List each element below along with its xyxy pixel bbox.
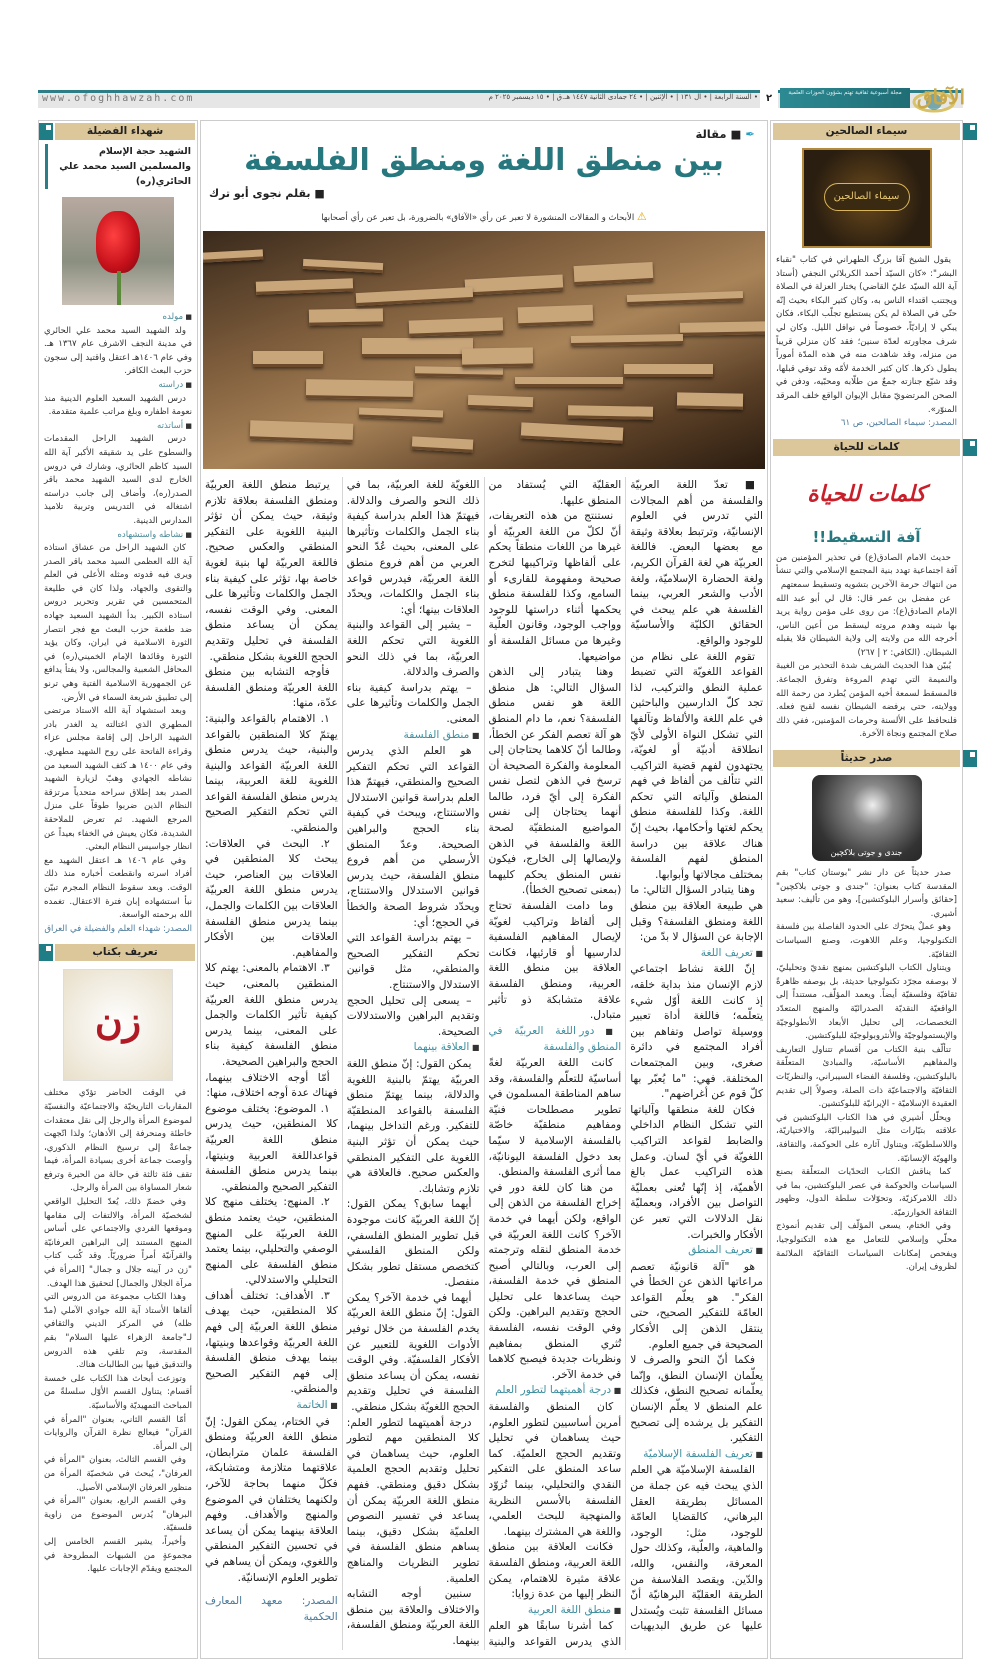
warning-icon: ⚠ xyxy=(636,210,647,223)
paragraph: فأوجه التشابه بين منطق اللغة العربيّة ومنطق الفلسفة عدّة، منها: xyxy=(205,665,338,710)
book-shape xyxy=(571,334,683,346)
section-header-martyrs: شهداء الفضيلة xyxy=(55,123,195,140)
paragraph: وما دامت الفلسفة تحتاج إلى ألفاظ وتراكيب لغويّة لإيصال المفاهيم الفلسفية لدارسيها أو قارئيها، فكانت العلاقة بين منطق اللغة العربية، ومنطق الفلسفة علاقة متشابكة ذو تأثير متبادل. xyxy=(488,899,622,1022)
section-subheading: ■ الخاتمة xyxy=(205,1397,338,1414)
book-shape xyxy=(409,317,504,336)
paragraph: هو العلم الذي يدرس القواعد التي تحكم التفكير الصحيح والمنطقي، فيهتمّ هذا العلم بدراسة قوانين الاستدلال والاستنتاج، ويبحث في كيفية بناء الحجج والبراهين الصحيحة. وعدّ المنطق الأرسطي من أهم فروع منطق الفلسفة، حيث يدرس قوانين الاستدلال والاستنتاج، ويحدّد شروط الصحة والخطأ في الحجج؛ أي: xyxy=(346,744,480,929)
paragraph: وأخيراً، يشير القسم الخامس إلى مجموعةٍ من الشبهات المطروحة في المجتمع ويقدّم الإجابات عليها. xyxy=(44,1536,192,1575)
new-book-cover-title: جندی و جوتی بلاکچین xyxy=(830,848,903,858)
book-shape xyxy=(412,436,474,452)
book-shape xyxy=(518,305,594,327)
right-sidebar xyxy=(770,120,963,1659)
section-subheading: ■ دراسته xyxy=(44,379,192,393)
paragraph: فكما أنّ النحو والصرف لا يعلّمان الإنسان النطق، وإنّما يعلّمانه تصحيح النطق، فكذلك علم المنطق لا يعلّم الإنسان التفكير بل يرشده إلى تصحيح التفكير. xyxy=(630,1353,763,1445)
paragraph: يقول الشيخ آقا بزرگ الطهراني في كتاب "نقباء البشر": «كان السيّد أحمد الكربلائي النجفي (أستاذ آية الله السيّد عليّ القاضي) يختار العزلة في الصلاة ويجتنب اقتداء الناس به، وكان كثير البكاء بحيث إنّه حتّى في الصلاة لم يكن يستطيع تجلّب البكاء، فكان يبكي لا إراديّاً، خصوصاً في نوافل الليل. وكان لي شرف مجاورته لعدّة سنين؛ فقد كان منزلي قريباً من منزله، وقد شاهدت منه في هذه المدّة أموراً يطول ذكرها. كان كثير الخدمة لأمّه وقد توفي قبلها، وقد شيّع جنازته جمعٌ من طلّابه ومحبّيه، ودفن في الصحن المرتضويّ مقابل الإيوان الواقع خلف المرقد المنوّر». xyxy=(776,255,957,415)
paragraph: هو "آلة قانونيّة تعصم مراعاتها الذهن عن الخطأ في الفكر". هو يعلّم القواعد العامّة للتفكير الصحيح، حتى ينتقل الذهن إلى الأفكار الصحيحة في جميع العلوم. xyxy=(630,1259,763,1351)
section-subheading: ■ أساتذته xyxy=(44,420,192,434)
book-shape xyxy=(521,422,624,443)
book-shape xyxy=(568,405,653,419)
book-shape xyxy=(359,408,443,421)
paragraph: أيهما سابق؟ يمكن القول: إنّ اللغة العربيّة كانت موجودة قبل تطوير المنطق الفلسفي، ولكن المنطق الفلسفي كتخصص مستقل تطور بشكل منفصل. xyxy=(346,1197,480,1289)
paragraph: ٢. المنهج: يختلف منهج كلا المنطقين، حيث يعتمد منطق اللغة العربيّة على المنهج الوصفي والتحليلي، بينما يعتمد منطق الفلسفة على المنهج التحليلي والاستدلالي. xyxy=(205,1195,338,1287)
book-shape xyxy=(627,291,743,305)
section-subheading: ■ تعريف المنطق xyxy=(630,1242,763,1259)
section-marker-icon xyxy=(963,123,977,140)
quill-icon: ✒ xyxy=(745,127,755,141)
book-shape xyxy=(250,420,354,443)
paragraph: وهنا يتبادر إلى الذهن السؤال التالي: هل منطق اللغة هو نفس منطق الفلسفة؟ نعم، ما دام المنطق هو آلة تعصم الفكر عن الخطأ، وطالما أنّ كلاهما يحتاجان إلى المعلومة والفكرة الصحيحة أن ترسخ في الذهن لتصل نفس الفكرة إلى أيّ فرد، طالما أنهما يحتاجان إلى نفس المواضيع المنطقيّة لصحة اللغة والفلسفة في الذهن ولإيصالها إلى الخارج، فيكون نفس المنطق يحكم كليهما (بمعنى تصحيح الخطأ). xyxy=(488,665,622,897)
martyr-name: الشهيد حجة الإسلام والمسلمين السيد محمد علي الحائري(ره) xyxy=(45,144,191,189)
article-body xyxy=(205,477,763,1650)
paragraph: ١. الموضوع: يختلف موضوع كلا المنطقين، حيث يدرس منطق اللغة العربيّة قواعداللغة العربية وبنيتها، بينما يدرس منطق الفلسفة التفكير الصحيح والمنطقي. xyxy=(205,1101,338,1193)
paragraph: وفي القسم الثالث، بعنوان "المرأة في العرفان"، يُبحث في شخصيّة المرأة من منظور العرفان الإسلامي الأصيل. xyxy=(44,1455,192,1493)
paragraph: عن مفضل بن عمر قال: قال لي أبو عبد الله الإمام الصادق(ع): من روى على مؤمن رواية يريد بها شينه وهدم مروته ليسقط من أعين الناس، أخرجه الله من ولايته إلى ولاية الشيطان فلا يقبله الشيطان. (الكافي: ٢ | ٢٦٧) xyxy=(776,593,957,658)
paragraph: درجة أهميتهما لتطور العلم: كلا المنطقين مهم لتطور العلوم، حيث يساهمان في تحليل وتقديم الحجج العلمية بشكل دقيق ومنطقي. ففهم منطق اللغة العربيّة يمكن أن يساعد في تفسير النصوص العلميّة بشكل دقيق، بينما يساهم منطق الفلسفة في تطوير النظريات والمناهج العلمية. xyxy=(346,1415,480,1585)
book-shape xyxy=(253,351,323,367)
section-subheading: ■ دور اللغة العربيّة في المنطق والفلسفة xyxy=(489,1023,622,1055)
article-image-books xyxy=(203,231,765,469)
book-shape xyxy=(574,262,654,285)
book-shape xyxy=(677,392,743,409)
words-title: آفة التسقيط!! xyxy=(812,527,921,546)
section-header-simaa: سيماء الصالحين xyxy=(773,123,960,140)
paragraph: كانت اللغة العربيّة لغةً أساسيّة للتعلّم والفلسفة، وقد ساهم المناطقة المسلمون في تطوير مصطلحات فنيّة ومفاهيم منطقيّة خاصّة بالفلسفة الإسلامية لا سيّما بعد دخول الفلسفة اليونانيّة، مما أثرى الفلسفة والمنطق. xyxy=(488,1055,622,1179)
paragraph: ١. الاهتمام بالقواعد والبنية: يهتمّ كلا المنطقين بالقواعد والبنية، حيث يدرس منطق اللغة العربيّة القواعد والبنية اللغوية للغة العربية، بينما يدرس منطق الفلسفة القواعد التي تحكم التفكير الصحيح والمنطقي. xyxy=(205,711,338,835)
book-shape xyxy=(203,249,263,262)
paragraph: ٣. الاهتمام بالمعنى: يهتم كلا المنطقين بالمعنى، حيث يدرس منطق اللغة العربيّة كيفية تأثير الكلمات والجمل على المعنى، بينما يدرس منطق الفلسفة كيفية بناء الحجج والبراهين الصحيحة. xyxy=(205,961,338,1068)
afaq-logo xyxy=(912,68,970,118)
section-marker-icon xyxy=(963,750,977,767)
section-subheading: ■ منطق الفلسفة xyxy=(347,727,480,744)
paragraph: درس الشهيد السعيد العلوم الدينية منذ نعومة اظفاره وبلغ مراتب علمية متقدمة. xyxy=(44,393,192,418)
paragraph: وفي القسم الرابع، بعنوان "المرأة في البرهان" يُدرس الموضوع من زاوية فلسفيّة. xyxy=(44,1496,192,1534)
book-shape xyxy=(468,395,533,410)
tulip-image xyxy=(62,197,174,305)
source-credit: المصدر: شهداء العلم والفضيلة في العراق xyxy=(44,923,192,934)
words-text xyxy=(776,552,957,742)
paragraph: ■ تعدّ اللغة العربيّة والفلسفة من أهم المجالات التي تدرس في العلوم الإنسانيّة، وترتبط بعلاقة وثيقة مع بعضها البعض. فاللغة العربيّة هي لغة القرآن الكريم، ولغة الحضارة الإسلاميّة، ولغة الأدب والشعر العربي، بينما الفلسفة هي علم يبحث في الحقائق الكليّة والأساسيّة للوجود والواقع. xyxy=(630,478,763,647)
book-review-text xyxy=(44,1087,192,1576)
section-header-words: كلمات للحياة xyxy=(773,439,960,456)
paragraph: ويتناول الكتاب البلوكتشين بمنهج نقديّ وتحليليّ، لا بوصفه مجرّد تكنولوجيا حديثة، بل بوصفه ظاهرةً ثقافيّة وفلسفيّة أيضاً. ويعمد المؤلّف، مستنداً إلى الواقعيّة النقديّة الصدرائيّة والمنهج المتعدّد التخصصات، إلى تحليل الأبعاد الأنطولوجيّة والإبستمولوجيّة والأنثروبولوجيّة للبلوكتشين. xyxy=(776,963,957,1042)
paragraph: أمّا أوجه الاختلاف بينهما، فهناك عدة أوجه اختلاف، منها: xyxy=(205,1070,338,1100)
book-shape xyxy=(256,278,353,294)
paragraph: – يهتم بدراسة القواعد التي تحكم التفكير الصحيح والمنطقي، مثل قوانين الاستدلال والاستنتاج. xyxy=(346,931,480,991)
section-subheading: ■ درجة أهميتهما لتطور العلم xyxy=(489,1382,622,1399)
book-shape xyxy=(465,274,564,295)
paragraph: درس الشهيد الراحل المقدمات والسطوح على يد شقيقه الأكبر آية الله السيد كاظم الحائري، وشارك في دروس الخارج لدى السيد الشهيد محمد باقر الصدر(ره)، وأضاف إلى جانب دراسته اشتغاله في التدريس وتربية تلاميذ المدارس الدينية. xyxy=(44,434,192,526)
paragraph: ولد الشهيد السيد محمد علي الحائري في مدينة النجف الاشرف عام ١٣٦٧ هـ. وفي عام ١٤٠٦هـ اعتقل واقتيد إلى سجون حزب البعث الكافر. xyxy=(44,325,193,377)
book-cover-image xyxy=(63,969,173,1081)
book-shape xyxy=(362,338,473,357)
book-shape xyxy=(415,366,503,378)
section-marker-icon xyxy=(39,123,53,140)
new-release-text xyxy=(776,867,957,1275)
tulip-flower xyxy=(96,211,140,273)
article-category: ✒ ■ مقالة xyxy=(695,127,755,141)
paragraph: وتوزعت أبحاث هذا الكتاب على خمسة أقسام: يتناول القسم الأوّل سلسلةً من المباحث التمهيديّة والأساسيّة. xyxy=(44,1373,192,1411)
paragraph: نستنتج من هذه التعريفات، أنّ لكلّ من اللغة العربيّة أو غيرها من اللغات منطقاً يحكم على ألفاظها وتراكيبها لتخرج صحيحة ومفهومة للقارىء أو السامع، وكذا للفلسفة منطق يحكمها أثناء دراستها للوجود وواجب الوجود، وقانون العلّية وغيرها من مسائل الفلسفة أو مواضيعها. xyxy=(488,509,622,663)
section-subheading: ■ تعريف الفلسفة الإسلاميّة xyxy=(630,1446,763,1463)
book-shape xyxy=(309,308,383,325)
logo-text: الآفاق xyxy=(916,85,966,109)
paragraph: كما أشرنا سابقًا هو العلم الذي يدرس القواعد والبنية اللغويّة للغة العربيّة، بما في ذلك النحو والصرف والدلالة. فيهتمّ هذا العلم بدراسة كيفية بناء الجمل والكلمات وتأثيرها على المعنى، بحيث عُدّ النحو العربي من أهم فروع منطق اللغة العربيّة، فيدرس قواعد بناء الجمل والكلمات، ويحدّد العلاقات بينها؛ أي: xyxy=(346,478,622,1648)
paragraph: أمّا القسم الثاني، بعنوان "المرأة في القرآن" فيعالج نظرة القرآن والروايات إلى المرأة. xyxy=(44,1414,192,1452)
paragraph: – يسعى إلى تحليل الحجج وتقديم البراهين والاستدلالات الصحيحة. xyxy=(346,993,480,1038)
martyr-bio xyxy=(44,311,192,936)
section-header-new-release: صدر حديثاً xyxy=(773,750,960,767)
book-shape xyxy=(462,347,533,367)
paragraph: وهنا يتبادر السؤال التالي: ما هي طبيعة العلاقة بين منطق اللغة ومنطق الفلسفة؟ وقبل الإجابة عن السؤال لا بدّ من: xyxy=(630,883,763,944)
section-marker-icon xyxy=(963,439,977,456)
main-article xyxy=(200,120,768,1659)
simaa-cover-image xyxy=(802,148,932,248)
section-subheading: ■ نشاطه واستشهاده xyxy=(44,529,192,543)
source-credit: المصدر: سيماء الصالحين، ص ٦١ xyxy=(840,418,957,429)
paragraph: يرتبط منطق اللغة العربيّة ومنطق الفلسفة بعلاقة تلازم وثيقة، حيث يمكن أن تؤثر البنية اللغوية على التفكير المنطقي والعكس صحيح. فاللغة العربيّة لها بنية لغوية خاصة بها، تؤثر على كيفية بناء الجمل والكلمات وتأثيرها على المعنى. وفي الوقت نفسه، يمكن أن يساعد منطق الفلسفة في تحليل وتقديم الحجج اللغوية بشكل منطقي. xyxy=(205,478,338,663)
paragraph: وهو عملٌ يتحرّك على الحدود الفاصلة بين فلسفة التكنولوجيا، وعلم اللاهوت، وصنع السياسات الثقافيّة. xyxy=(776,922,957,960)
section-header-book: تعريف بكتاب xyxy=(55,944,195,961)
section-subheading: ■ مولده xyxy=(44,311,192,325)
article-title: بين منطق اللغة ومنطق الفلسفة xyxy=(244,143,724,178)
paragraph: أيهما في خدمة الآخر؟ يمكن القول: إنّ منطق اللغة العربيّة يخدم الفلسفة من خلال توفير الأدوات اللغوية للتعبير عن الأفكار الفلسفيّة. وفي الوقت نفسه، يمكن أن يساعد منطق الفلسفة في تحليل وتقديم الحجج اللغويّة بشكل منطقي. xyxy=(346,1290,480,1414)
new-book-cover xyxy=(812,775,922,861)
tagline: مجلة أسبوعية ثقافية تهتم بشؤون الحوزات العلمية xyxy=(780,88,910,108)
issue-info: • السنة الرابعة | • ال ١٣١ | • الإثنين | • ٢٤ جمادى الثانية ١٤٤٧ هـ.ق | • ١٥ ديسمبر ٢٠٢٥ م xyxy=(488,93,758,101)
book-shape xyxy=(624,364,713,377)
left-sidebar xyxy=(38,120,198,1659)
book-cover-title: زن xyxy=(94,998,142,1044)
disclaimer-text: الأبحاث و المقالات المنشورة لا تعبر عن رأي «الآفاق» بالضرورة، بل تعبر عن رأي أصحابها xyxy=(321,213,635,223)
section-subheading: ■ منطق اللغة العربية xyxy=(489,1602,622,1619)
paragraph: حديث الامام الصادق(ع) في تحذير المؤمنين من آفة اجتماعية تهدد بنية المجتمع الإسلامي والتي تنشأ من انتهاك حرمة الآخرين بتشويه وتسقيط سمعتهم xyxy=(776,552,957,590)
paragraph: سنبين أوجه التشابه والاختلاف والعلاقة بين منطق اللغة العربيّة ومنطق الفلسفة، بينهما. xyxy=(346,1587,480,1647)
paragraph: كما يناقش الكتاب التحدّيات المتعلّقة بصنع السياسات والحوكمة في عصر البلوكتشين، بما في ذلك اللامركزيّة، وتحوّلات سلطة الدول، وظهور الثقافة الخوارزميّة. xyxy=(776,1167,957,1218)
website-url[interactable]: www.ofoghhawzah.com xyxy=(42,93,195,104)
section-subheading: ■ تعريف اللغة xyxy=(630,945,763,962)
paragraph: وهذا الكتاب مجموعة من الدروس التي ألقاها الأستاذ آية الله جوادي الآملي (مدّ ظله) في المركز الديني والثقافي لـ"جامعة الزهراء عليها السلام" بقم المقدسة، وتم تلقي هذه الدروس والتدقيق فيها بين الطالبات هناك. xyxy=(44,1292,192,1371)
words-calligraphy-logo: كلمات للحياة xyxy=(807,480,926,507)
disclaimer xyxy=(201,210,767,223)
tulip-stem xyxy=(117,271,121,305)
paragraph: ٣. الأهداف: تختلف أهداف كلا المنطقين، حيث يهدف منطق اللغة العربيّة إلى فهم اللغة العربيّة وقواعدها وبنيتها، بينما يهدف منطق الفلسفة إلى فهم التفكير الصحيح والمنطقي. xyxy=(205,1288,338,1396)
paragraph: ٢. البحث في العلاقات: يبحث كلا المنطقين في العلاقات بين العناصر، حيث يدرس منطق اللغة العربيّة العلاقات بين الكلمات والجمل، بينما يدرس منطق الفلسفة العلاقات بين الأفكار والمفاهيم. xyxy=(205,836,338,959)
paragraph: صدر حديثاً عن دار نشر "بوستان كتاب" بقم المقدسة كتاب بعنوان: "جندی و جوتی بلاکچین" [حقائق وأسرار البلوكتشين]، وهو من تأليف: سعيد أشيري. xyxy=(776,868,957,919)
paragraph: وفي خضمّ ذلك، يُعدّ التحليل الواقعي لشخصيّة المرأة، والالتفات إلى مقامها وموقعها الفردي والاجتماعي على أساس المنهج المستند إلى البراهين العرفانيّة والقرآنيّة أمراً ضروريّاً. وقد كُتب كتاب "زن در آيينه جلال و جمال" [المرأة في مرآة الجلال والجمال] لتحقيق هذا الهدف. xyxy=(44,1197,192,1289)
paragraph: كان المنطق والفلسفة أمرين أساسيين لتطور العلوم، حيث يساهمان في تحليل وتقديم الحجج العلميّة. كما ساعد المنطق على التفكير النقدي والتحليلي، بينما تُزوّد الفلسفة بالأسس النظرية والمنهجية للبحث العلمي، واللغة هي المشترك بينهما. xyxy=(488,1400,622,1538)
paragraph: الفلسفة الإسلاميّة هي العلم الذي يبحث فيه عن جملة من المسائل بطريقة العقل البرهاني، كالقضايا العامّة للوجود، مثل: الوجود، والماهية، والعلّية، وكذلك حول المعرفة، والنفس، والله، والدّين. ويقصد الفلاسفة من الطريقة العقليّة البرهانيّة أنّ مسائل الفلسفة تثبت ويُستدل عليها عن طريق البديهيات العقليّة التي يُستفاد من المنطق عليها. xyxy=(488,478,763,1633)
book-shape xyxy=(680,321,765,336)
paragraph: في الختام، يمكن القول: إنّ منطق اللغة العربيّة ومنطق الفلسفة علمان مترابطان، علاقتهما متلازمة ومتشابكة، فكلّ منهما بحاجة للآخر، ولكنهما يختلفان في الموضوع والمنهج والأهداف. وفهم العلاقة بينهما يمكن أن يساعد في تحسين التفكير المنطقي واللغوي، ويمكن أن يساهم في تطوير العلوم الإنسانيّة. xyxy=(205,1414,338,1584)
section-marker-icon xyxy=(39,944,53,961)
paragraph: يُبيّن هذا الحديث الشريف شدة التحذير من الغيبة والنميمة التي تهدم المروءة وتفرق الجماعة. فالمسقط لسمعة أخيه المؤمن يُطرد من رحمة الله وولايته، حتى يرفضه الشيطان نفسه لقبح فعله. فلنحافظ على الألسنة وحرمات المؤمنين، ففي ذلك صلاح المجتمع ونجاة الآخرة. xyxy=(776,661,957,740)
source-credit: المصدر: معهد المعارف الحكمية xyxy=(205,1594,338,1623)
paragraph: إنّ اللغة نشاط اجتماعي لازم الإنسان منذ بداية خلقه، إذ كانت اللغة أوّل شيء يتعلّمه؛ فاللغة أداة تعبير ووسيلة تواصل وتفاهم بين أفراد المجتمع في دائرة صغرى، وبين المجتمعات المختلفة. فهي: "ما يُعبّر بها كلّ قوم عن أغراضهم". xyxy=(630,962,763,1101)
book-shape xyxy=(356,287,474,306)
page-number: ٢ xyxy=(760,90,778,108)
article-category-label: مقالة xyxy=(695,127,727,141)
paragraph: وبعد استشهاد آية الله الاستاذ مرتضى المطهري الذي اغتالته يد الغدر بادر الشهيد الراحل إلى إقامة مجلس عزاء وقراءة الفاتحة على روح الشهيد مطهري. وفي عام ١٤٠٠ هـ كثف الشهيد السعيد من نشاطه الجهادي وهبّ لزيارة الشهيد الصدر بعد إطلاق سراحه متحدياً مرتزقة النظام الذين ضربوا طوقاً على منزل المرجع الشهيد. ثم تعرض للملاحقة الشديدة، فكان يعيش في الخفاء بعيداً عن انظار جواسيس النظام البعثي. xyxy=(44,706,193,853)
paragraph: فكانت العلاقة بين منطق اللغة العربية، ومنطق الفلسفة علاقة مثيرة للاهتمام، يمكن النظر إليها من عدة زوايا: xyxy=(488,1540,622,1601)
paragraph: في الوقت الحاضر تؤدّي مختلف المقاربات التاريخيّة والاجتماعيّة والنفسيّة لموضوع المرأة والرجل إلى نقل معتقدات خاطئة ومنحرفة إلى الأذهان؛ ولذا اتّجهت جماعةٌ إلى ترسيخ النظام الذكوري، وأوصت جماعة أخرى بسيادة المرأة، فيما تقف فئة ثالثة في حالة من الحيرة وترفع شعار المساواة بين المرأة والرجل. xyxy=(44,1088,192,1194)
paragraph: – يشير إلى القواعد والبنية اللغوية التي تحكم اللغة العربيّة، بما في ذلك النحو والصرف والدلالة. xyxy=(346,618,480,679)
article-byline: ■ بقلم نجوى أبو ترك xyxy=(209,187,325,200)
section-subheading: ■ العلاقة بينهما xyxy=(347,1039,480,1056)
paragraph: كان الشهيد الراحل من عشاق استاذه آية الله العظمى السيد محمد باقر الصدر ويرى فيه قدوته ومثله الأعلى في العلم والتقوى والجهاد، ولذا كان في طليعة المتحمسين في تقرير وتحرير دروس استاذه الكبير. بدأ الشهيد السعيد جهاده ضد طغمة حزب البعث مع فجر انتصار الثورة الاسلامية في ايران، وكان يؤيد الثورة وقائدها الإمام الخميني(ره) في المحافل الشعبية والمجالس، ولا يفتأ يدافع عن الجمهورية الاسلامية الفتية وهي ترنو إلى تطبيق شريعة السماء في الأرض. xyxy=(44,543,192,703)
paragraph: فكان للغة منطقها وآلياتها التي تشكل النظام الداخلي والضابط لقواعد التراكيب اللغويّة في أيّ لسان. وعمل هذه التراكيب عمل بالغ الأهميّة، إذ إنّها تُعنى بعمليّة التواصل بين الأفراد، وبعمليّة نقل الدلالات التي تعبر عن الأفكار والخبرات. xyxy=(630,1102,763,1241)
paragraph: – يهتم بدراسة كيفية بناء الجمل والكلمات وتأثيرها على المعنى. xyxy=(346,680,480,725)
paragraph: من هنا كان للغة دور في إخراج الفلسفة من الذهن إلى الواقع، ولكن أيهما في خدمة الآخر؟ كانت اللغة العربيّة في خدمة المنطق لنقله وترجمته إلى العرب، وبالتالي أصبح المنطق في خدمة الفلسفة، حيث يساعدها على تحليل الحجج وتقديم البراهين. ولكن وفي الوقت نفسه، الفلسفة تُثري المنطق بمفاهيم ونظريات جديدة فيصبح كلاهما في خدمة الآخر. xyxy=(488,1180,622,1381)
book-shape xyxy=(303,259,383,273)
paragraph: ويحلّل أشيري في هذا الكتاب البلوكتشين في علاقته بتيّارات مثل النيوليبراليّة، والاختياريّة، واللاسلطويّة، ويتناول آثاره على الحوكمة، والثقافة، والهويّة الإنسانيّة. xyxy=(776,1112,957,1164)
paragraph: تتألّف بنية الكتاب من أقسام تتناول التعاريف والمفاهيم الأساسيّة، والمبادئ المتعلّقة بالبلوكتشين، وفلسفة الفضاء السيبراني، والنظريّات الثقافيّة والاجتماعيّة ذات الصلة، وصولاً إلى تقديم العقيدة الإسلاميّة - الإيرانيّة للبلوكتشين. xyxy=(776,1044,957,1110)
book-shape xyxy=(515,377,623,387)
paragraph: وفي عام ١٤٠٦ هـ اعتقل الشهيد مع أفراد اسرته وانقطعت أخباره منذ ذلك الوقت. وبعد سقوط النظام المجرم تبيّن نبأ استشهاده إبان فترة الاعتقال. تغمده الله برحمته الواسعة. xyxy=(44,855,192,921)
book-shape xyxy=(306,379,413,400)
paragraph: يمكن القول: إنّ منطق اللغة العربيّة يهتمّ بالبنية اللغوية والدلالة، بينما يهتمّ منطق الفلسفة بالقواعد المنطقيّة للتفكير. ورغم التداخل بينهما، حيث يمكن أن تؤثر البنية اللغوية على التفكير المنطقي والعكس صحيح. فالعلاقة هي تلازم وتشابك. xyxy=(346,1056,480,1195)
simaa-cover-title: سيماء الصالحين xyxy=(824,183,910,211)
author-name: بقلم نجوى أبو ترك xyxy=(209,187,311,200)
paragraph: وفي الختام، يسعى المؤلّف إلى تقديم أنموذج محلّي وإسلامي للتعامل مع هذه التكنولوجيا، ويفحص إمكانات السياسات الثقافيّة الملائمة لظروف إيران. xyxy=(776,1221,957,1273)
simaa-text xyxy=(776,254,957,431)
paragraph: تقوم اللغة على نظام من القواعد اللغويّة التي تضبط عملية النطق والتركيب، لذا تجد كلّ الدارسين والباحثين في علم اللغة والألفاظ وتآلفها التي تشكل النواة الأولى لأيّ انطلاقة أدبيّة أو لغويّة، يجتهدون لفهم قضية التراكيب التي تتألف من ألفاظ في فهم المنطق وآلياته التي تحكم اللغة. وكذا للفلسفة منطق يحكم لغتها وأحكامها، بحيث إنّ هناك علاقة بين دراسة المنطق لفهم الفلسفة بمختلف مجالاتها وأبوابها. xyxy=(630,649,763,881)
